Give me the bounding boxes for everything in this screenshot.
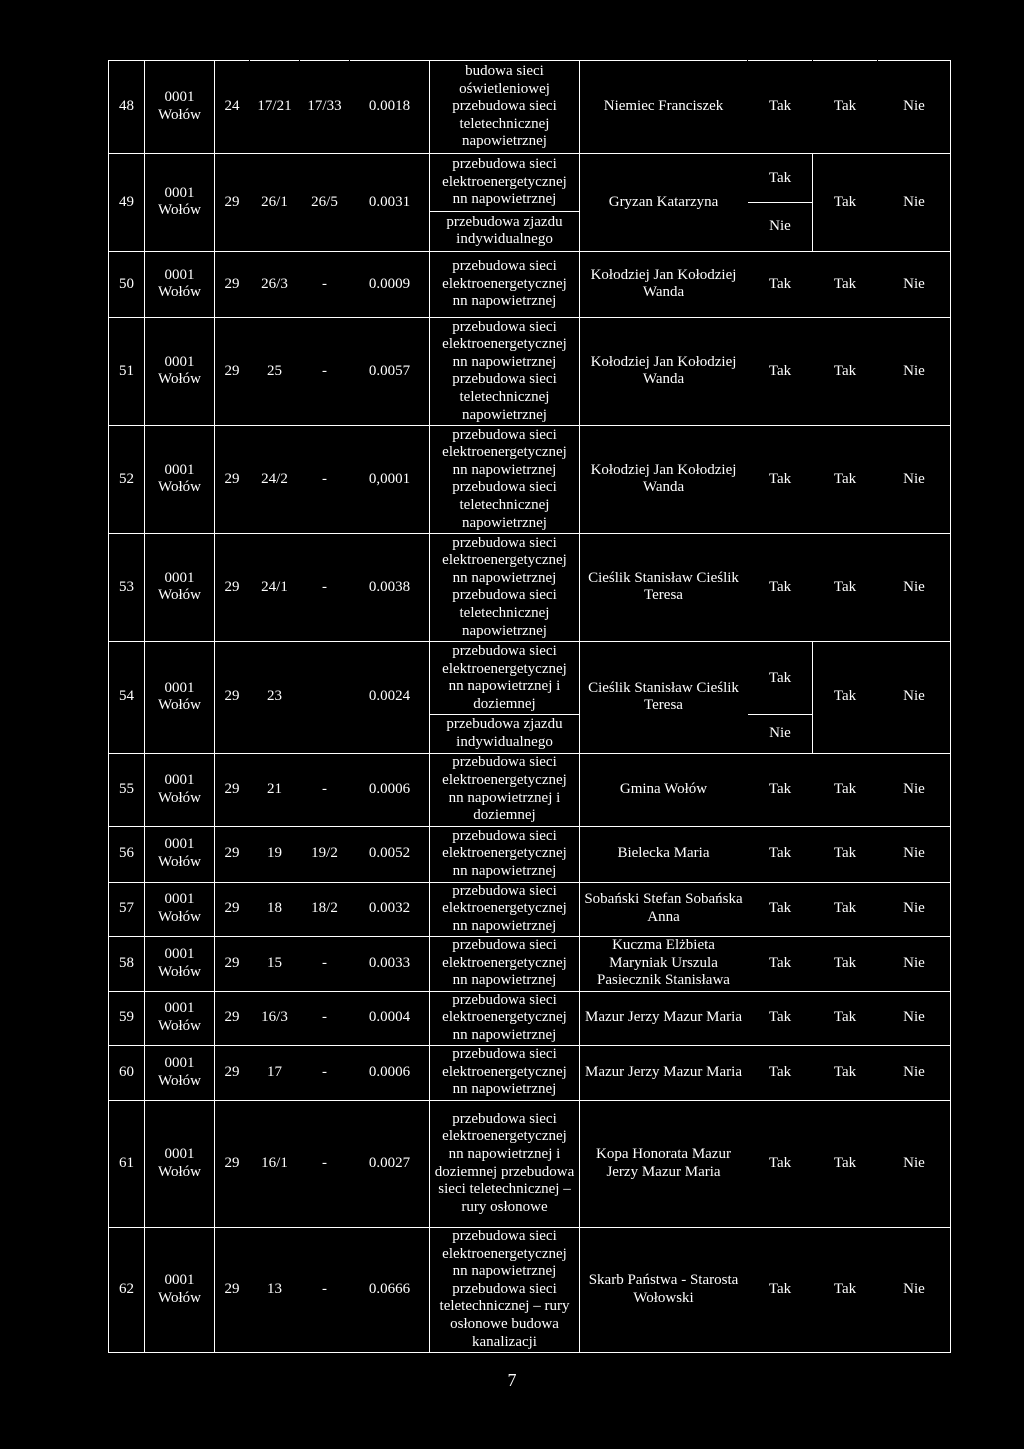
- wlasciciel-cell: Gmina Wołów: [580, 753, 748, 826]
- lp-cell: 53: [109, 533, 145, 641]
- status-cell-3: Nie: [878, 154, 951, 252]
- wlasciciel-cell: Sobański Stefan Sobańska Anna: [580, 882, 748, 936]
- dzialka-cell: 19: [250, 826, 300, 882]
- obreb-cell: 0001 Wołów: [145, 826, 215, 882]
- nowa-dzialka-cell: -: [300, 936, 350, 991]
- obreb-cell: 0001 Wołów: [145, 251, 215, 317]
- wlasciciel-cell: Kołodziej Jan Kołodziej Wanda: [580, 251, 748, 317]
- zakres-cell: przebudowa sieci elektroenergetycznej nn napowietrznej przebudowa sieci teletechnicznej napowietrznej: [430, 317, 580, 425]
- obreb-cell: 0001 Wołów: [145, 936, 215, 991]
- table-row: [109, 154, 951, 252]
- status-cell-2: Tak: [813, 1045, 878, 1100]
- nowa-dzialka-cell: -: [300, 1100, 350, 1227]
- powierzchnia-cell: 0.0033: [350, 936, 430, 991]
- status-cell-1: Tak: [748, 61, 813, 154]
- status-cell-1: Tak: [748, 1100, 813, 1227]
- dzialka-cell: 18: [250, 882, 300, 936]
- arkusz-cell: 24: [215, 61, 250, 154]
- zakres-cell: przebudowa sieci elektroenergetycznej nn napowietrznej i doziemnej: [430, 753, 580, 826]
- page-number: 7: [507, 1370, 517, 1390]
- status-cell-3: Nie: [878, 1100, 951, 1227]
- status-cell-2: Tak: [813, 425, 878, 533]
- obreb-cell: 0001 Wołów: [145, 1045, 215, 1100]
- arkusz-cell: 29: [215, 533, 250, 641]
- status-cell-2: Tak: [813, 251, 878, 317]
- table-row: [109, 991, 951, 1045]
- status-cell-3: Nie: [878, 641, 951, 753]
- lp-cell: 57: [109, 882, 145, 936]
- parcel-table: [108, 60, 951, 1353]
- status-cell-1: Tak: [748, 1045, 813, 1100]
- nowa-dzialka-cell: [300, 641, 350, 753]
- status-cell-2: Tak: [813, 826, 878, 882]
- table-row: [109, 533, 951, 641]
- status-cell-1: Tak: [748, 425, 813, 533]
- status-cell-3: Nie: [878, 61, 951, 154]
- dzialka-cell: 16/3: [250, 991, 300, 1045]
- status-cell-1: Tak: [748, 991, 813, 1045]
- zakres-cell: przebudowa sieci elektroenergetycznej nn napowietrznej: [430, 991, 580, 1045]
- lp-cell: 51: [109, 317, 145, 425]
- powierzchnia-cell: 0.0018: [350, 61, 430, 154]
- status-cell-1: Tak: [748, 826, 813, 882]
- zakres-line: budowa sieci oświetleniowej: [459, 63, 550, 97]
- table-row: [109, 641, 951, 753]
- powierzchnia-cell: 0.0004: [350, 991, 430, 1045]
- dzialka-cell: 17: [250, 1045, 300, 1100]
- lp-cell: 58: [109, 936, 145, 991]
- wlasciciel-cell: Kołodziej Jan Kołodziej Wanda: [580, 425, 748, 533]
- status-cell-1: [748, 154, 813, 252]
- nowa-dzialka-cell: -: [300, 251, 350, 317]
- arkusz-cell: 29: [215, 251, 250, 317]
- dzialka-cell: 24/2: [250, 425, 300, 533]
- status-cell-2: Tak: [813, 641, 878, 753]
- lp-cell: 56: [109, 826, 145, 882]
- powierzchnia-cell: 0.0009: [350, 251, 430, 317]
- table-row: [109, 1100, 951, 1227]
- wlasciciel-cell: Kopa Honorata Mazur Jerzy Mazur Maria: [580, 1100, 748, 1227]
- wlasciciel-cell: Mazur Jerzy Mazur Maria: [580, 1045, 748, 1100]
- status-cell-1: Tak: [748, 251, 813, 317]
- wlasciciel-cell: Cieślik Stanisław Cieślik Teresa: [580, 533, 748, 641]
- status-cell-3: Nie: [878, 533, 951, 641]
- wlasciciel-cell: Niemiec Franciszek: [580, 61, 748, 154]
- dzialka-cell: 16/1: [250, 1100, 300, 1227]
- lp-cell: 62: [109, 1227, 145, 1352]
- nowa-dzialka-cell: 17/33: [300, 61, 350, 154]
- zakres-line: przebudowa zjazdu indywidualnego: [446, 716, 563, 750]
- status-cell-2: Tak: [813, 61, 878, 154]
- dzialka-cell: 26/3: [250, 251, 300, 317]
- status-cell-3: Nie: [878, 251, 951, 317]
- nowa-dzialka-cell: 26/5: [300, 154, 350, 252]
- table-row: [109, 61, 951, 154]
- nowa-dzialka-cell: -: [300, 1227, 350, 1352]
- status-cell-3: Nie: [878, 1227, 951, 1352]
- status-cell-3: Nie: [878, 1045, 951, 1100]
- nowa-dzialka-cell: -: [300, 425, 350, 533]
- status-cell-1: Tak: [748, 1227, 813, 1352]
- arkusz-cell: 29: [215, 425, 250, 533]
- powierzchnia-cell: 0.0052: [350, 826, 430, 882]
- powierzchnia-cell: 0.0006: [350, 753, 430, 826]
- powierzchnia-cell: 0.0006: [350, 1045, 430, 1100]
- status-cell-2: Tak: [813, 1100, 878, 1227]
- obreb-cell: 0001 Wołów: [145, 533, 215, 641]
- zakres-line: przebudowa sieci elektroenergetycznej nn napowietrznej i doziemnej: [430, 642, 579, 715]
- zakres-cell: [430, 61, 580, 154]
- arkusz-cell: 29: [215, 1045, 250, 1100]
- zakres-cell: przebudowa sieci elektroenergetycznej nn napowietrznej przebudowa sieci teletechnicznej napowietrznej: [430, 533, 580, 641]
- dzialka-cell: 17/21: [250, 61, 300, 154]
- obreb-cell: 0001 Wołów: [145, 317, 215, 425]
- lp-cell: 49: [109, 154, 145, 252]
- lp-cell: 61: [109, 1100, 145, 1227]
- dzialka-cell: 21: [250, 753, 300, 826]
- nowa-dzialka-cell: 19/2: [300, 826, 350, 882]
- status-cell-1: Tak: [748, 317, 813, 425]
- zakres-cell: przebudowa sieci elektroenergetycznej nn napowietrznej: [430, 251, 580, 317]
- arkusz-cell: 29: [215, 641, 250, 753]
- obreb-cell: 0001 Wołów: [145, 753, 215, 826]
- lp-cell: 50: [109, 251, 145, 317]
- status-value: Tak: [748, 155, 812, 203]
- obreb-cell: 0001 Wołów: [145, 61, 215, 154]
- dzialka-cell: 26/1: [250, 154, 300, 252]
- status-cell-2: Tak: [813, 317, 878, 425]
- nowa-dzialka-cell: -: [300, 991, 350, 1045]
- arkusz-cell: 29: [215, 317, 250, 425]
- status-cell-3: Nie: [878, 826, 951, 882]
- obreb-cell: 0001 Wołów: [145, 154, 215, 252]
- status-cell-1: Tak: [748, 753, 813, 826]
- status-cell-3: Nie: [878, 425, 951, 533]
- obreb-cell: 0001 Wołów: [145, 641, 215, 753]
- wlasciciel-cell: Skarb Państwa - Starosta Wołowski: [580, 1227, 748, 1352]
- powierzchnia-cell: 0.0027: [350, 1100, 430, 1227]
- obreb-cell: 0001 Wołów: [145, 882, 215, 936]
- zakres-cell: przebudowa sieci elektroenergetycznej nn napowietrznej i doziemnej przebudowa sieci teletechnicznej – rury osłonowe: [430, 1100, 580, 1227]
- zakres-cell: [430, 641, 580, 753]
- status-cell-2: Tak: [813, 753, 878, 826]
- table-row: [109, 826, 951, 882]
- status-cell-2: Tak: [813, 1227, 878, 1352]
- status-cell-2: Tak: [813, 991, 878, 1045]
- arkusz-cell: 29: [215, 154, 250, 252]
- status-cell-3: Nie: [878, 882, 951, 936]
- wlasciciel-cell: Bielecka Maria: [580, 826, 748, 882]
- status-cell-3: Nie: [878, 936, 951, 991]
- status-cell-2: Tak: [813, 154, 878, 252]
- status-cell-1: [748, 641, 813, 753]
- powierzchnia-cell: 0.0031: [350, 154, 430, 252]
- wlasciciel-cell: Gryzan Katarzyna: [580, 154, 748, 252]
- nowa-dzialka-cell: -: [300, 533, 350, 641]
- status-cell-1: Tak: [748, 936, 813, 991]
- powierzchnia-cell: 0.0024: [350, 641, 430, 753]
- status-cell-2: Tak: [813, 936, 878, 991]
- status-cell-2: Tak: [813, 533, 878, 641]
- zakres-cell: przebudowa sieci elektroenergetycznej nn napowietrznej przebudowa sieci teletechnicznej – rury osłonowe budowa kanalizacji: [430, 1227, 580, 1352]
- lp-cell: 48: [109, 61, 145, 154]
- arkusz-cell: 29: [215, 1100, 250, 1227]
- obreb-cell: 0001 Wołów: [145, 991, 215, 1045]
- wlasciciel-cell: Kuczma Elżbieta Maryniak Urszula Pasiecznik Stanisława: [580, 936, 748, 991]
- status-value: Tak: [748, 643, 812, 715]
- obreb-cell: 0001 Wołów: [145, 425, 215, 533]
- arkusz-cell: 29: [215, 882, 250, 936]
- wlasciciel-cell: Kołodziej Jan Kołodziej Wanda: [580, 317, 748, 425]
- obreb-cell: 0001 Wołów: [145, 1100, 215, 1227]
- status-cell-3: Nie: [878, 753, 951, 826]
- powierzchnia-cell: 0.0057: [350, 317, 430, 425]
- dzialka-cell: 23: [250, 641, 300, 753]
- nowa-dzialka-cell: -: [300, 1045, 350, 1100]
- dzialka-cell: 25: [250, 317, 300, 425]
- powierzchnia-cell: 0.0032: [350, 882, 430, 936]
- table-row: [109, 1045, 951, 1100]
- status-cell-3: Nie: [878, 317, 951, 425]
- table-row: [109, 1227, 951, 1352]
- zakres-cell: [430, 154, 580, 252]
- arkusz-cell: 29: [215, 991, 250, 1045]
- arkusz-cell: 29: [215, 1227, 250, 1352]
- zakres-line: przebudowa sieci elektroenergetycznej nn napowietrznej: [430, 154, 579, 212]
- dzialka-cell: 15: [250, 936, 300, 991]
- powierzchnia-cell: 0.0666: [350, 1227, 430, 1352]
- arkusz-cell: 29: [215, 753, 250, 826]
- status-value: Nie: [769, 218, 791, 235]
- table-row: [109, 753, 951, 826]
- lp-cell: 54: [109, 641, 145, 753]
- wlasciciel-cell: Cieślik Stanisław Cieślik Teresa: [580, 641, 748, 753]
- lp-cell: 59: [109, 991, 145, 1045]
- table-row: [109, 251, 951, 317]
- status-cell-1: Tak: [748, 533, 813, 641]
- table-row: [109, 936, 951, 991]
- nowa-dzialka-cell: 18/2: [300, 882, 350, 936]
- table-row: [109, 317, 951, 425]
- status-value: Nie: [769, 725, 791, 742]
- nowa-dzialka-cell: -: [300, 317, 350, 425]
- dzialka-cell: 24/1: [250, 533, 300, 641]
- powierzchnia-cell: 0.0038: [350, 533, 430, 641]
- lp-cell: 60: [109, 1045, 145, 1100]
- lp-cell: 55: [109, 753, 145, 826]
- zakres-line: przebudowa zjazdu indywidualnego: [446, 213, 563, 248]
- table-row: [109, 882, 951, 936]
- arkusz-cell: 29: [215, 826, 250, 882]
- zakres-line: przebudowa sieci teletechnicznej napowietrznej: [452, 98, 557, 150]
- status-cell-2: Tak: [813, 882, 878, 936]
- dzialka-cell: 13: [250, 1227, 300, 1352]
- zakres-cell: przebudowa sieci elektroenergetycznej nn napowietrznej: [430, 936, 580, 991]
- obreb-cell: 0001 Wołów: [145, 1227, 215, 1352]
- zakres-cell: przebudowa sieci elektroenergetycznej nn napowietrznej: [430, 826, 580, 882]
- zakres-cell: przebudowa sieci elektroenergetycznej nn napowietrznej: [430, 882, 580, 936]
- table-row: [109, 425, 951, 533]
- arkusz-cell: 29: [215, 936, 250, 991]
- powierzchnia-cell: 0,0001: [350, 425, 430, 533]
- zakres-cell: przebudowa sieci elektroenergetycznej nn napowietrznej: [430, 1045, 580, 1100]
- status-cell-3: Nie: [878, 991, 951, 1045]
- status-cell-1: Tak: [748, 882, 813, 936]
- lp-cell: 52: [109, 425, 145, 533]
- zakres-cell: przebudowa sieci elektroenergetycznej nn napowietrznej przebudowa sieci teletechnicznej napowietrznej: [430, 425, 580, 533]
- wlasciciel-cell: Mazur Jerzy Mazur Maria: [580, 991, 748, 1045]
- nowa-dzialka-cell: -: [300, 753, 350, 826]
